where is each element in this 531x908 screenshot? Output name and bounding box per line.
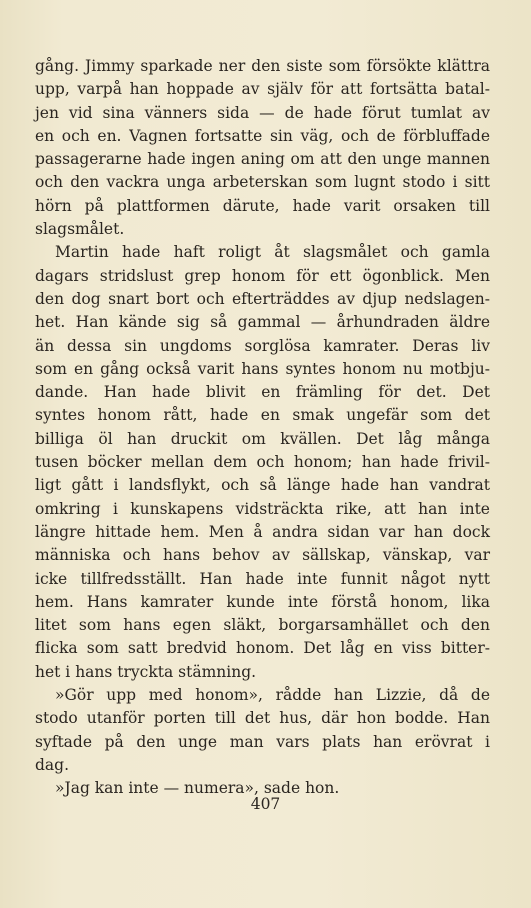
text-line: syntes honom rått, hade en smak ungefär som det	[35, 406, 490, 425]
text-line: gång. Jimmy sparkade ner den siste som försökte klättra	[35, 57, 490, 75]
text-line: än dessa sin ungdoms sorglösa kamrater. Deras liv	[35, 336, 490, 355]
text-line: ligt gått i landsflykt, och så länge hade han vandrat	[35, 476, 490, 495]
body-text	[35, 55, 490, 801]
page-number: 407	[250, 795, 281, 813]
text-line: hörn på plattformen därute, hade varit orsaken till	[35, 196, 490, 215]
text-line: het i hans tryckta stämning.	[35, 662, 257, 681]
text-line: som en gång också varit hans syntes honom nu motbju-	[35, 359, 490, 378]
text-line: »Gör upp med honom», rådde han Lizzie, då de	[55, 686, 490, 705]
text-line: och den vackra unga arbeterskan som lugnt stodo i sitt	[35, 173, 490, 192]
text-line: dag.	[35, 755, 70, 774]
text-line: omkring i kunskapens vidsträckta rike, att han inte	[35, 499, 490, 518]
text-line: Martin hade haft roligt åt slagsmålet och gamla	[55, 243, 490, 262]
text-line: het. Han kände sig så gammal — århundraden äldre	[35, 313, 490, 332]
text-line: passagerarne hade ingen aning om att den unge mannen	[35, 150, 490, 169]
text-line: en och en. Vagnen fortsatte sin väg, och de förbluffade	[35, 126, 490, 145]
text-line: litet som hans egen släkt, borgarsamhället och den	[35, 616, 490, 635]
text-line: tusen böcker mellan dem och honom; han hade frivil-	[35, 453, 490, 472]
text-line: »Jag kan inte — numera», sade hon.	[55, 779, 340, 798]
text-line: hem. Hans kamrater kunde inte förstå honom, lika	[35, 592, 490, 611]
text-line: längre hittade hem. Men å andra sidan var han dock	[35, 522, 490, 541]
text-line: billiga öl han druckit om kvällen. Det låg många	[35, 429, 490, 448]
text-line: stodo utanför porten till det hus, där hon bodde. Han	[35, 709, 490, 728]
text-line: den dog snart bort och efterträddes av djup nedslagen-	[35, 289, 490, 308]
text-line: icke tillfredsställt. Han hade inte funnit något nytt	[35, 569, 490, 588]
text-line: upp, varpå han hoppade av själv för att fortsätta batal-	[35, 80, 490, 99]
text-line: människa och hans behov av sällskap, vänskap, var	[35, 546, 490, 565]
text-line: dagars stridslust grep honom för ett ögonblick. Men	[35, 266, 490, 285]
text-line: syftade på den unge man vars plats han erövrat i	[35, 732, 490, 751]
text-line: slagsmålet.	[35, 220, 125, 239]
text-line: flicka som satt bredvid honom. Det låg en viss bitter-	[35, 639, 490, 658]
text-line: jen vid sina vänners sida — de hade förut tumlat av	[35, 103, 490, 122]
text-line: dande. Han hade blivit en främling för det. Det	[35, 383, 490, 402]
